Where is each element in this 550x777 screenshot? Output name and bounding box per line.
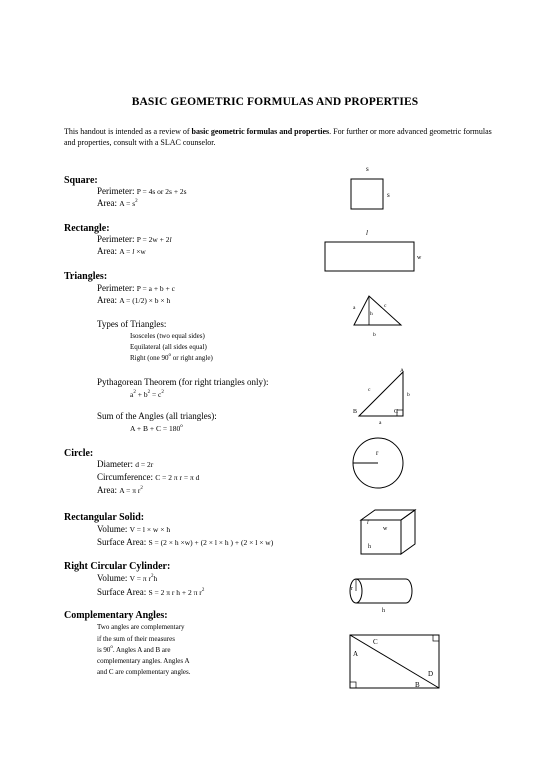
rect-solid-volume: Volume: V = l × w × h [97,524,171,534]
sum-of-angles-formula: $A + B + C = 180^o$ [130,424,183,433]
rectangle-figure [320,226,430,276]
circle-area: Area: A = π $r^2$ [97,485,143,495]
svg-text:h: h [370,311,373,317]
svg-text:h: h [368,544,371,550]
complementary-line: if the sum of their measures [97,635,175,643]
square-area: Area: $A = s^2$ [97,198,138,208]
circle-diameter: Diameter: d = 2r [97,459,154,469]
triangle-type-right: Right (one 90$^o$ or right angle) [130,353,213,362]
square-heading: Square: [64,175,98,186]
circle-circumference: Circumference: C = 2 π r = π d [97,472,200,482]
sum-of-angles-label: Sum of the Angles (all triangles): [97,411,217,421]
svg-text:B: B [415,681,420,689]
complementary-heading: Complementary Angles: [64,610,168,621]
svg-text:D: D [428,670,434,678]
triangle-type-isosceles: Isosceles (two equal sides) [130,332,205,340]
triangles-heading: Triangles: [64,271,108,282]
svg-text:a: a [353,305,356,311]
cylinder-figure [346,575,426,615]
svg-text:a: a [379,420,382,426]
svg-text:h: h [382,608,385,614]
cylinder-heading: Right Circular Cylinder: [64,561,171,572]
complementary-line: is 90$^o$. Angles A and B are [97,645,171,654]
svg-text:C: C [394,409,399,415]
rectangle-area: Area: A = l ×w [97,246,146,256]
rect-solid-surface: Surface Area: S = (2 × h ×w) + (2 × l × h ) + (2 × l × w) [97,537,274,547]
rectangle-heading: Rectangle: [64,223,110,234]
triangles-perimeter: Perimeter: P = a + b + c [97,283,175,293]
right-triangle-figure [345,362,415,428]
cylinder-surface: Surface Area: S = 2 π r h + 2 π $r^2$ [97,587,205,597]
rectangle-perimeter: Perimeter: P = 2w + 2l [97,234,172,244]
svg-text:l: l [367,520,369,526]
svg-text:b: b [407,392,410,398]
complementary-line: complementary angles. Angles A [97,657,190,665]
triangle-types-label: Types of Triangles: [97,319,167,329]
rect-solid-figure [356,506,426,564]
svg-text:A: A [353,650,359,658]
svg-text:s: s [366,165,369,173]
triangle-figure [348,292,408,342]
svg-text:r: r [376,449,379,457]
svg-text:B: B [353,409,358,415]
svg-text:s: s [387,191,390,199]
svg-text:C: C [373,638,378,646]
triangles-area: Area: A = (1/2) × b × h [97,295,171,305]
pythagorean-formula: $a^2 + b^2 = c^2$ [130,390,164,399]
complementary-line: Two angles are complementary [97,623,185,631]
svg-text:c: c [384,303,387,309]
intro-paragraph: This handout is intended as a review of basic geometric formulas and properties. For further or more advanced geometric formulas and properties, consult with a SLAC counselor. [64,127,492,147]
circle-figure [340,435,415,491]
svg-text:w: w [417,255,422,261]
square-perimeter: Perimeter: P = 4s or 2s + 2s [97,186,187,196]
triangle-type-equilateral: Equilateral (all sides equal) [130,343,207,351]
pythagorean-label: Pythagorean Theorem (for right triangles only): [97,377,269,387]
svg-text:l: l [366,229,368,237]
svg-text:w: w [383,526,388,532]
svg-text:c: c [368,387,371,393]
svg-text:r: r [351,586,353,592]
page-title: BASIC GEOMETRIC FORMULAS AND PROPERTIES [131,96,419,108]
square-figure [345,160,405,216]
svg-text:b: b [373,332,376,338]
circle-heading: Circle: [64,448,94,459]
rect-solid-heading: Rectangular Solid: [64,512,145,523]
cylinder-volume: Volume: V = π $r^2h$ [97,573,158,583]
svg-text:A: A [400,368,404,374]
complementary-figure [345,630,445,692]
complementary-line: and C are complementary angles. [97,668,191,676]
